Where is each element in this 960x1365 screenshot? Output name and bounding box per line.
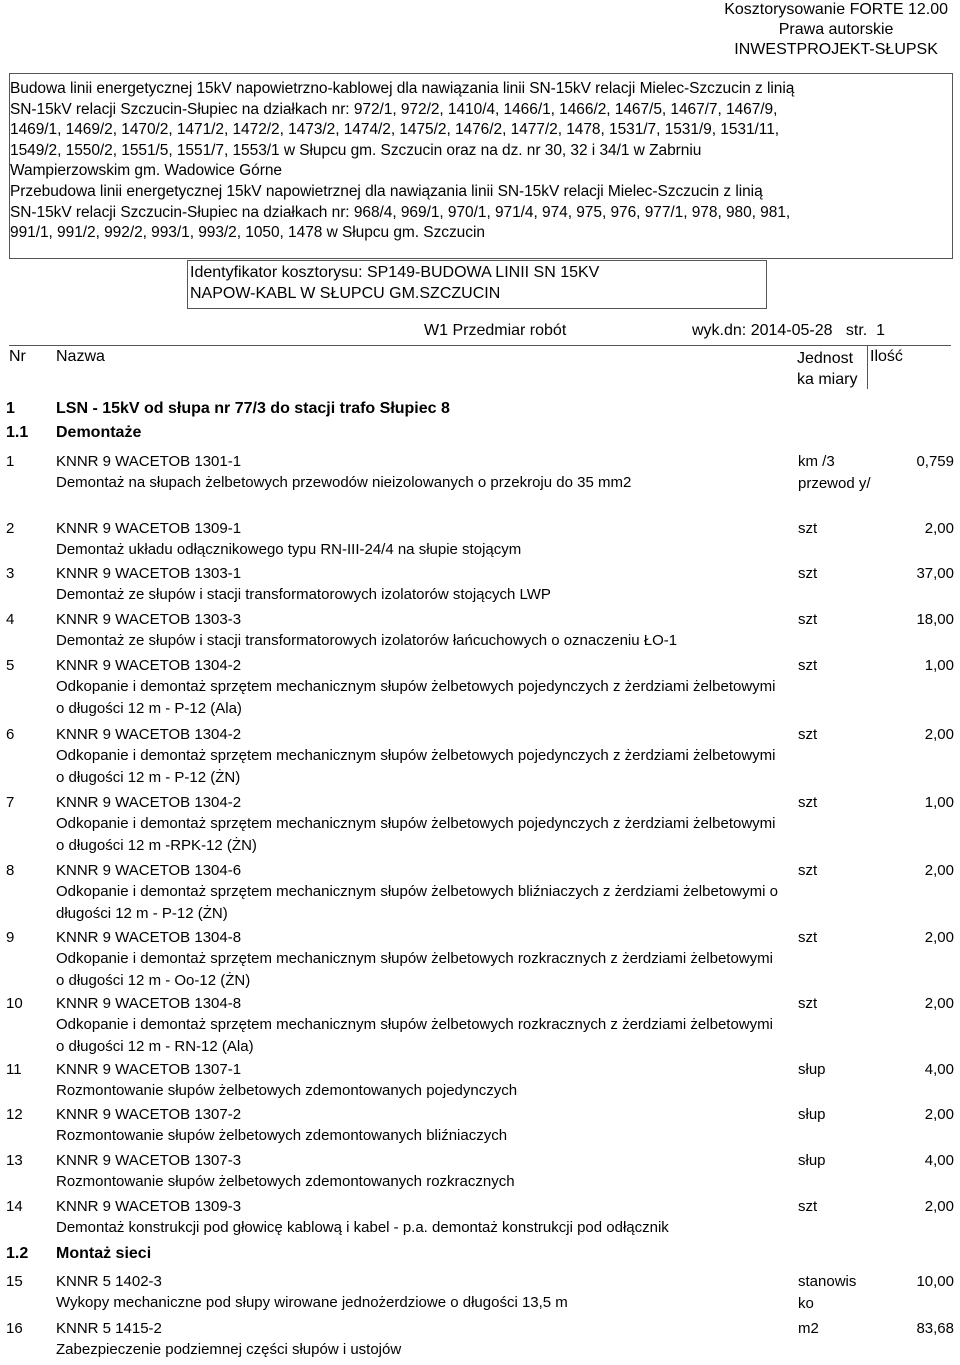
item-quantity: 2,00 <box>924 929 954 946</box>
item-quantity: 2,00 <box>924 520 954 537</box>
column-unit <box>797 348 857 390</box>
document-meta: wyk.dn: 2014-05-28 str. 1 <box>692 322 885 339</box>
item-description: Odkopanie i demontaż sprzętem mechanicznym słupów żelbetowych bliźniaczych z żerdziami żelbetowymi o długości 12 m - P-12 (ŻN) <box>56 883 778 922</box>
item-code: KNNR 9 WACETOB 1307-2 <box>56 1106 242 1123</box>
item-code: KNNR 9 WACETOB 1304-2 <box>56 794 242 811</box>
item-quantity: 2,00 <box>924 1198 954 1215</box>
item-code: KNNR 9 WACETOB 1301-1 <box>56 453 242 470</box>
item-unit: szt <box>798 1198 818 1215</box>
item-description: Rozmontowanie słupów żelbetowych zdemontowanych pojedynczych <box>56 1082 518 1099</box>
item-code: KNNR 9 WACETOB 1304-6 <box>56 862 242 879</box>
item-description: Odkopanie i demontaż sprzętem mechanicznym słupów żelbetowych rozkracznych z żerdziami żelbetowymi o długości 12 m - Oo-12 (ŻN) <box>56 950 773 989</box>
item-description: Odkopanie i demontaż sprzętem mechanicznym słupów żelbetowych pojedynczych z żerdziami żelbetowymi o długości 12 m - P-12 (ŻN) <box>56 747 776 786</box>
item-description: Demontaż ze słupów i stacji transformatorowych izolatorów łańcuchowych o oznaczeniu ŁO-1 <box>56 632 678 649</box>
item-quantity: 10,00 <box>916 1273 954 1290</box>
item-description: Demontaż na słupach żelbetowych przewodów nieizolowanych o przekroju do 35 mm2 <box>56 474 632 491</box>
item-unit: szt <box>798 794 818 811</box>
item-unit: szt <box>798 657 818 674</box>
description-line: 1549/2, 1550/2, 1551/5, 1551/7, 1553/1 w Słupcu gm. Szczucin oraz na dz. nr 30, 32 i 34/1 w Zabrniu <box>10 141 702 159</box>
item-description: Odkopanie i demontaż sprzętem mechanicznym słupów żelbetowych pojedynczych z żerdziami żelbetowymi o długości 12 m - P-12 (Ala) <box>56 678 776 717</box>
item-unit: stanowis ko <box>798 1273 857 1312</box>
item-number: 3 <box>6 565 15 582</box>
item-number: 13 <box>6 1152 23 1169</box>
item-number: 2 <box>6 520 15 537</box>
estimate-identifier <box>187 260 767 309</box>
column-name: Nazwa <box>56 348 105 365</box>
section-number: 1.2 <box>6 1245 29 1262</box>
section-title: Demontaże <box>56 424 142 441</box>
section-heading <box>6 1245 151 1263</box>
item-number: 14 <box>6 1198 23 1215</box>
item-code: KNNR 5 1402-3 <box>56 1273 162 1290</box>
item-code: KNNR 9 WACETOB 1304-8 <box>56 995 242 1012</box>
item-description: Wykopy mechaniczne pod słupy wirowane jednożerdziowe o długości 13,5 m <box>56 1294 568 1311</box>
item-number: 10 <box>6 995 23 1012</box>
description-line: Wampierzowskim gm. Wadowice Górne <box>10 162 282 180</box>
description-line: 1469/1, 1469/2, 1470/2, 1471/2, 1472/2, 1473/2, 1474/2, 1475/2, 1476/2, 1477/2, 1478, 1531/7, 1531/9, 1531/11, <box>10 121 780 139</box>
item-description: Demontaż ze słupów i stacji transformatorowych izolatorów stojących LWP <box>56 586 551 603</box>
item-unit: szt <box>798 862 818 879</box>
item-unit: szt <box>798 520 818 537</box>
item-unit: szt <box>798 565 818 582</box>
item-quantity: 0,759 <box>916 453 954 470</box>
description-line: SN-15kV relacji Szczucin-Słupiec na działkach nr: 968/4, 969/1, 970/1, 971/4, 974, 975, 976, 977/1, 978, 980, 981, <box>10 203 791 221</box>
item-quantity: 2,00 <box>924 862 954 879</box>
item-code: KNNR 9 WACETOB 1309-3 <box>56 1198 242 1215</box>
section-heading <box>6 424 141 442</box>
item-code: KNNR 9 WACETOB 1304-2 <box>56 726 242 743</box>
owner-name: INWESTPROJEKT-SŁUPSK <box>734 41 938 58</box>
item-number: 16 <box>6 1320 23 1337</box>
item-code: KNNR 9 WACETOB 1304-8 <box>56 929 242 946</box>
item-quantity: 2,00 <box>924 995 954 1012</box>
item-description: Demontaż konstrukcji pod głowicę kablową i kabel - p.a. demontaż konstrukcji pod odłącznik <box>56 1219 669 1236</box>
identifier-line: Identyfikator kosztorysu: SP149-BUDOWA LINII SN 15KV <box>190 264 600 281</box>
project-description <box>9 73 953 259</box>
item-number: 9 <box>6 929 15 946</box>
document-title: W1 Przedmiar robót <box>424 322 567 339</box>
item-number: 4 <box>6 611 15 628</box>
item-number: 1 <box>6 453 15 470</box>
item-number: 12 <box>6 1106 23 1123</box>
column-nr: Nr <box>9 348 26 365</box>
item-description: Rozmontowanie słupów żelbetowych zdemontowanych rozkracznych <box>56 1173 515 1190</box>
table-header <box>9 345 951 389</box>
section-heading <box>6 400 450 418</box>
item-quantity: 83,68 <box>916 1320 954 1337</box>
column-unit-line: Jednost <box>797 350 854 367</box>
description-line: Budowa linii energetycznej 15kV napowietrzno-kablowej dla nawiązania linii SN-15kV relacji Mielec-Szczucin z linią <box>10 80 795 97</box>
item-code: KNNR 9 WACETOB 1309-1 <box>56 520 242 537</box>
item-unit: szt <box>798 995 818 1012</box>
item-description: Odkopanie i demontaż sprzętem mechanicznym słupów żelbetowych rozkracznych z żerdziami żelbetowymi o długości 12 m - RN-12 (Ala) <box>56 1016 773 1055</box>
section-number: 1.1 <box>6 424 29 441</box>
item-description: Odkopanie i demontaż sprzętem mechanicznym słupów żelbetowych pojedynczych z żerdziami żelbetowymi o długości 12 m -RPK-12 (ŻN) <box>56 815 776 854</box>
item-unit: szt <box>798 611 818 628</box>
header-block <box>724 0 948 60</box>
item-unit: szt <box>798 929 818 946</box>
description-line: SN-15kV relacji Szczucin-Słupiec na działkach nr: 972/1, 972/2, 1410/4, 1466/1, 1466/2, 1467/5, 1467/7, 1467/9, <box>10 100 778 118</box>
item-unit: słup <box>798 1061 826 1078</box>
item-unit: szt <box>798 726 818 743</box>
item-quantity: 2,00 <box>924 726 954 743</box>
item-description: Demontaż układu odłącznikowego typu RN-III-24/4 na słupie stojącym <box>56 541 522 558</box>
description-line: 991/1, 991/2, 992/2, 993/1, 993/2, 1050, 1478 w Słupcu gm. Szczucin <box>10 224 485 242</box>
section-number: 1 <box>6 400 15 417</box>
item-code: KNNR 9 WACETOB 1307-1 <box>56 1061 242 1078</box>
item-number: 15 <box>6 1273 23 1290</box>
item-description: Rozmontowanie słupów żelbetowych zdemontowanych bliźniaczych <box>56 1127 508 1144</box>
item-description: Zabezpieczenie podziemnej części słupów i ustojów <box>56 1341 402 1358</box>
item-quantity: 37,00 <box>916 565 954 582</box>
item-number: 6 <box>6 726 15 743</box>
section-title: Montaż sieci <box>56 1245 152 1262</box>
description-line: Przebudowa linii energetycznej 15kV napowietrznej dla nawiązania linii SN-15kV relacji Mielec-Szczucin z linią <box>10 182 763 200</box>
item-quantity: 18,00 <box>916 611 954 628</box>
rights-label: Prawa autorskie <box>778 21 894 38</box>
item-number: 11 <box>6 1061 22 1078</box>
section-title: LSN - 15kV od słupa nr 77/3 do stacji trafo Słupiec 8 <box>56 400 450 417</box>
item-number: 7 <box>6 794 15 811</box>
item-quantity: 1,00 <box>924 794 954 811</box>
item-code: KNNR 5 1415-2 <box>56 1320 162 1337</box>
item-unit: m2 <box>798 1320 819 1337</box>
item-quantity: 1,00 <box>924 657 954 674</box>
item-number: 5 <box>6 657 15 674</box>
item-code: KNNR 9 WACETOB 1303-3 <box>56 611 242 628</box>
item-unit: km /3 przewod y/ <box>798 453 871 492</box>
item-code: KNNR 9 WACETOB 1304-2 <box>56 657 242 674</box>
program-name: Kosztorysowanie FORTE 12.00 <box>724 1 948 18</box>
column-unit-line: ka miary <box>797 371 858 388</box>
column-divider <box>867 346 868 389</box>
item-quantity: 4,00 <box>924 1152 954 1169</box>
item-number: 8 <box>6 862 15 879</box>
item-code: KNNR 9 WACETOB 1303-1 <box>56 565 242 582</box>
item-quantity: 4,00 <box>924 1061 954 1078</box>
identifier-line: NAPOW-KABL W SŁUPCU GM.SZCZUCIN <box>190 285 501 302</box>
item-unit: słup <box>798 1152 826 1169</box>
item-unit: słup <box>798 1106 826 1123</box>
item-quantity: 2,00 <box>924 1106 954 1123</box>
item-code: KNNR 9 WACETOB 1307-3 <box>56 1152 242 1169</box>
column-qty: Ilość <box>870 348 903 365</box>
